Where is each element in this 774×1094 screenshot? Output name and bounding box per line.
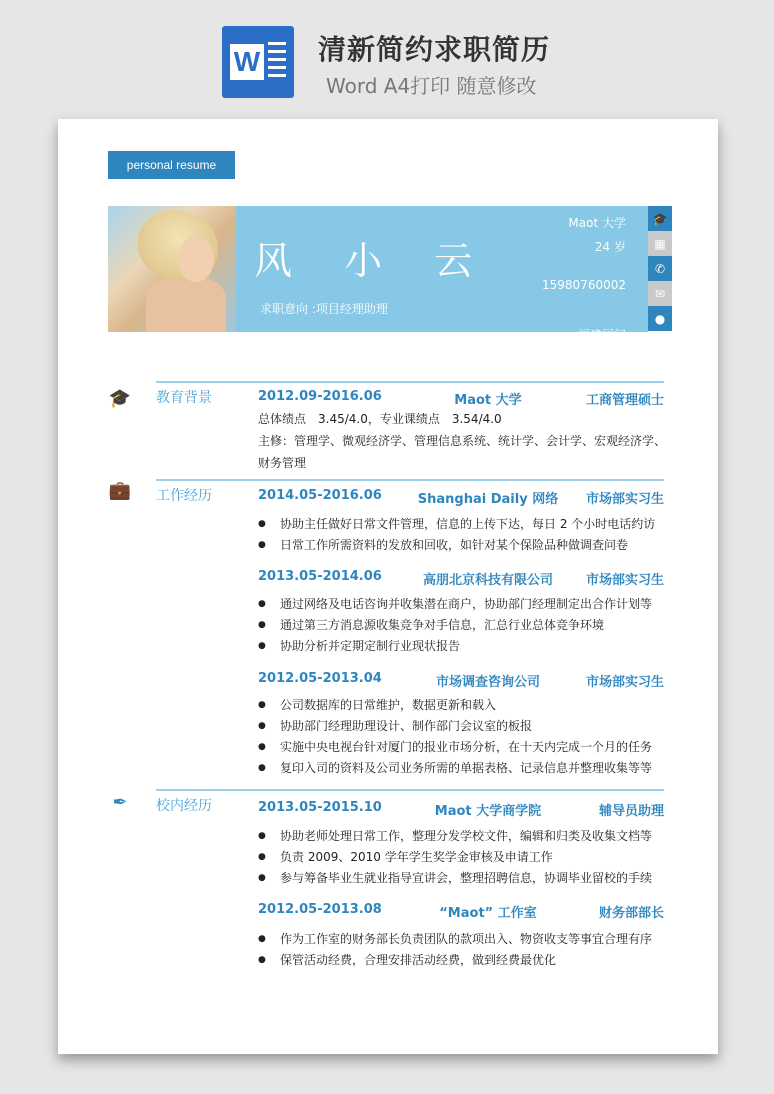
education-divider <box>156 381 664 383</box>
campus-divider <box>156 789 664 791</box>
job-intent: 求职意向 :项目经理助理 <box>260 302 388 316</box>
header-band <box>108 206 648 342</box>
list-item: ● 负责 2009、2010 学年学生奖学金审核及申请工作 <box>258 849 668 865</box>
list-item: ● 通过第三方消息源收集竞争对手信息，汇总行业总体竞争环境 <box>258 617 668 633</box>
job-role: 市场部实习生 <box>585 573 664 588</box>
job-org: 高朋北京科技有限公司 <box>422 573 553 588</box>
banner-subtitle: Word A4打印 随意修改 <box>326 74 537 98</box>
education-date: 2012.09-2016.06 <box>258 389 382 404</box>
work-divider <box>156 479 664 481</box>
graduation-cap-icon: 🎓 <box>108 388 132 409</box>
job-date: 2012.05-2013.04 <box>258 671 382 686</box>
list-item: ● 日常工作所需资料的发放和回收，如针对某个保险品种做调查问卷 <box>258 537 668 553</box>
list-item: ● 参与筹备毕业生就业指导宣讲会，整理招聘信息，协调毕业留校的手续 <box>258 870 668 886</box>
list-item: ● 协助主任做好日常文件管理，信息的上传下达，每日 2 个小时电话约访 <box>258 516 668 532</box>
campus-role: 财务部部长 <box>598 906 664 921</box>
campus-org: “Maot” 工作室 <box>439 906 537 921</box>
campus-date: 2013.05-2015.10 <box>258 800 382 815</box>
school-info: Maot 大学 <box>568 216 626 230</box>
education-org: Maot 大学 <box>454 393 522 408</box>
list-item: ● 实施中央电视台针对厦门的报业市场分析，在十天内完成一个月的任务 <box>258 739 668 755</box>
calendar-icon: ▦ <box>648 231 672 256</box>
campus-role: 辅导员助理 <box>598 804 664 819</box>
list-item: ● 公司数据库的日常维护，数据更新和载入 <box>258 697 668 713</box>
graduation-cap-icon: 🎓 <box>648 206 672 231</box>
location-pin-icon: ● <box>648 306 672 331</box>
campus-title: 校内经历 <box>156 798 212 814</box>
job-org: 市场调查咨询公司 <box>435 675 540 690</box>
list-item: ● 协助老师处理日常工作，整理分发学校文件，编辑和归类及收集文档等 <box>258 828 668 844</box>
mail-icon: ✉ <box>648 281 672 306</box>
phone-info: 15980760002 <box>542 278 626 292</box>
campus-date: 2012.05-2013.08 <box>258 902 382 917</box>
pen-nib-icon: ✒ <box>112 792 128 813</box>
education-role: 工商管理硕士 <box>585 393 664 408</box>
contact-icon-column <box>648 206 672 331</box>
education-major-cont: 财务管理 <box>258 456 307 470</box>
briefcase-icon: 💼 <box>108 480 132 501</box>
education-title: 教育背景 <box>156 390 212 406</box>
job-date: 2013.05-2014.06 <box>258 569 382 584</box>
list-item: ● 作为工作室的财务部长负责团队的款项出入、物资收支等事宜合理有序 <box>258 931 668 947</box>
top-banner <box>0 0 774 110</box>
education-major: 主修：管理学、微观经济学、管理信息系统、统计学、会计学、宏观经济学、 <box>258 434 667 448</box>
work-title: 工作经历 <box>156 488 212 504</box>
list-item: ● 协助分析并定期定制行业现状报告 <box>258 638 668 654</box>
list-item: ● 协助部门经理助理设计、制作部门会议室的板报 <box>258 718 668 734</box>
word-doc-icon: W <box>222 26 294 98</box>
profile-photo <box>108 206 236 332</box>
job-role: 市场部实习生 <box>585 675 664 690</box>
list-item: ● 通过网络及电话咨询并收集潜在商户，协助部门经理制定出合作计划等 <box>258 596 668 612</box>
resume-page <box>58 119 718 1054</box>
job-role: 市场部实习生 <box>585 492 664 507</box>
personal-resume-badge: personal resume <box>108 151 235 179</box>
phone-icon: ✆ <box>648 256 672 281</box>
education-gpa: 总体绩点 3.45/4.0，专业课绩点 3.54/4.0 <box>258 412 502 426</box>
banner-title: 清新简约求职简历 <box>318 33 551 66</box>
list-item: ● 复印入司的资料及公司业务所需的单据表格、记录信息并整理收集等等 <box>258 760 668 776</box>
location-info: 福建厦门 <box>577 328 626 342</box>
list-item: ● 保管活动经费，合理安排活动经费，做到经费最优化 <box>258 952 668 968</box>
campus-org: Maot 大学商学院 <box>434 804 542 819</box>
job-org: Shanghai Daily 网络 <box>417 492 559 507</box>
candidate-name: 风 小 云 <box>254 239 493 283</box>
job-date: 2014.05-2016.06 <box>258 488 382 503</box>
age-info: 24 岁 <box>594 240 626 254</box>
